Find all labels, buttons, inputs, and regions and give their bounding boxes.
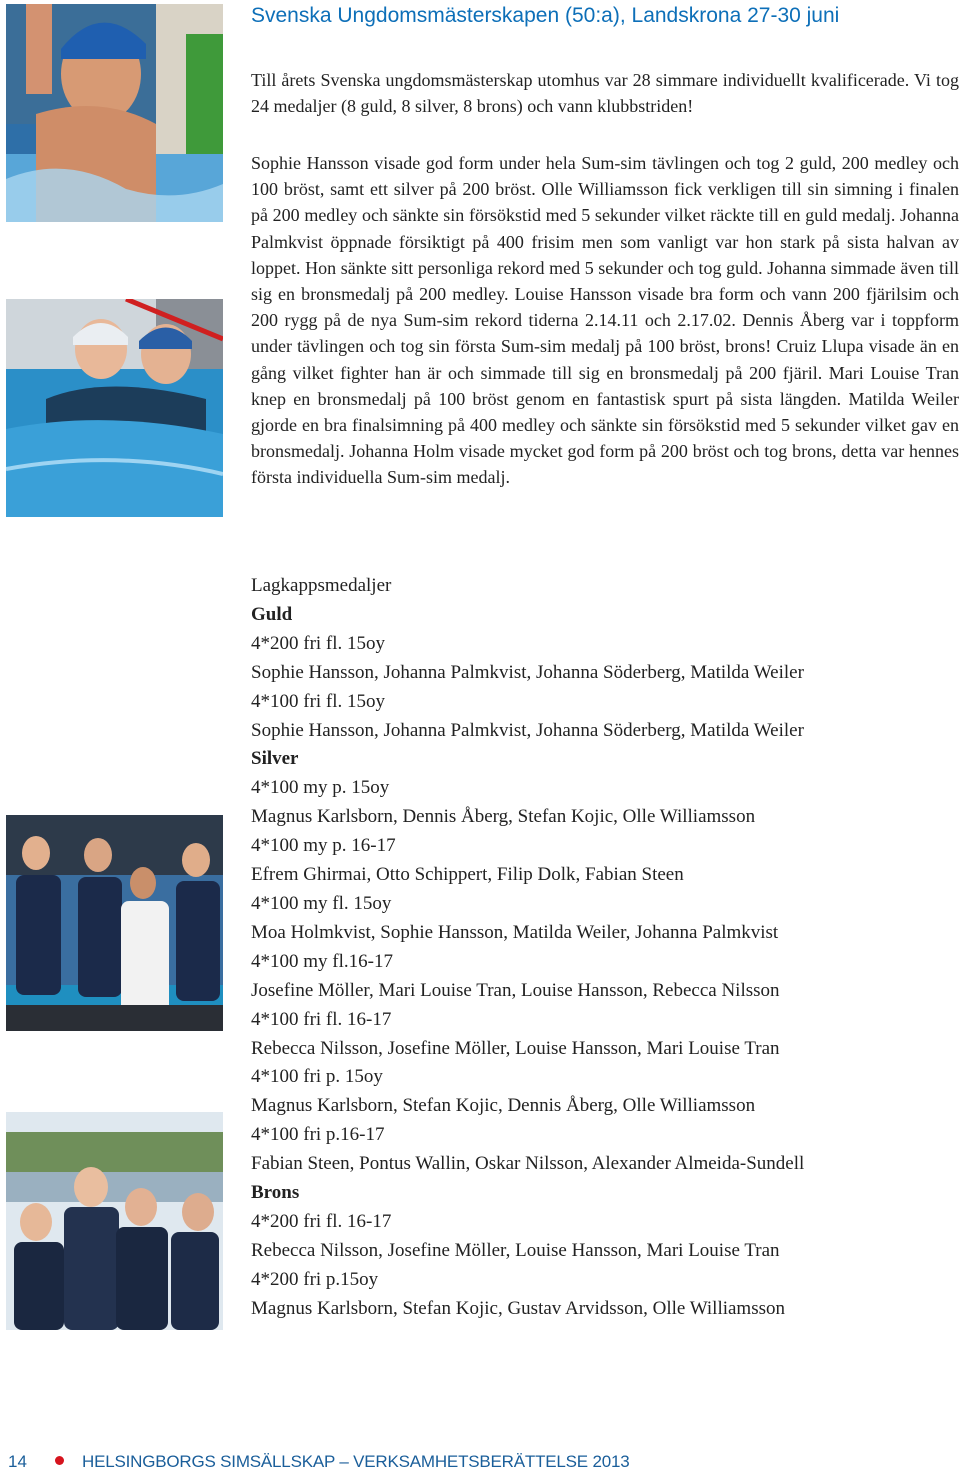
relay-line: 4*100 fri p.16-17 <box>251 1124 385 1146</box>
relay-line: 4*100 my p. 16-17 <box>251 835 396 857</box>
relay-line: Magnus Karlsborn, Stefan Kojic, Gustav Arvidsson, Olle Williamsson <box>251 1297 786 1319</box>
relay-line: 4*200 fri fl. 16-17 <box>251 1210 392 1232</box>
photo-swimmer-celebrating <box>6 4 223 222</box>
relay-line: 4*100 fri fl. 16-17 <box>251 1008 392 1030</box>
intro-paragraph <box>251 67 959 119</box>
footer-dot-icon <box>55 1456 64 1465</box>
footer-publication: HELSINGBORGS SIMSÄLLSKAP – VERKSAMHETSBERÄTTELSE 2013 <box>82 1452 630 1471</box>
photo-girls-in-pool <box>6 299 223 517</box>
relay-line: 4*100 my p. 15oy <box>251 777 390 799</box>
relay-line: 4*100 fri fl. 15oy <box>251 690 386 712</box>
relay-line: Magnus Karlsborn, Dennis Åberg, Stefan Kojic, Olle Williamsson <box>251 806 756 828</box>
relay-line: Sophie Hansson, Johanna Palmkvist, Johanna Söderberg, Matilda Weiler <box>251 719 804 741</box>
relay-line: Magnus Karlsborn, Stefan Kojic, Dennis Åberg, Olle Williamsson <box>251 1095 756 1117</box>
relay-heading: Lagkappsmedaljer <box>251 575 392 596</box>
relay-line: Rebecca Nilsson, Josefine Möller, Louise Hansson, Mari Louise Tran <box>251 1037 780 1059</box>
photo-girls-outdoor <box>6 1112 223 1330</box>
story-text: Sophie Hansson visade god form under hela Sum-sim tävlingen och tog 2 guld, 200 medley och 100 bröst, samt ett silver på 200 bröst. Olle Williamsson fick verkligen till sin simning i finalen på 200 medley och sänkte sin försökstid med 5 sekunder vilket räckte till en guld medalj. Johanna Palmkvist öppnade försiktigt på 400 frisim men som vanligt var hon stark på sista halvan av loppet. Hon sänkte sitt personliga rekord med 5 sekunder och tog guld. Johanna simmade även till sig en bronsmedalj på 200 medley. Louise Hansson visade bra form och vann 200 fjärilsim och 200 rygg på de nya Sum-sim rekord tiderna 2.14.11 och 2.17.02. Dennis Åberg var i toppform under tävlingen och tog sin första Sum-sim medalj på 100 bröst, brons! Cruiz Llupa visade än en gång vilket fighter han är och simmade till sig en bronsmedalj på 200 fjäril. Mari Louise Tran knep en bronsmedalj på 100 bröst genom en fantastisk spurt på sista längden. Matilda Weiler gjorde en bra finalsimning på 400 medley och sänkte sin försökstid med 5 sekunder vilket gav en bronsmedalj. Johanna Holm visade mycket god form på 200 bröst och tog brons, detta var hennes första individuella Sum-sim medalj. <box>251 153 959 488</box>
relay-line: 4*100 my fl. 15oy <box>251 892 392 914</box>
relay-line: Guld <box>251 603 293 625</box>
story-paragraph <box>251 150 959 491</box>
relay-line: 4*100 my fl.16-17 <box>251 950 393 972</box>
relay-line: Rebecca Nilsson, Josefine Möller, Louise Hansson, Mari Louise Tran <box>251 1239 780 1261</box>
relay-line: 4*200 fri p.15oy <box>251 1268 379 1290</box>
page-number: 14 <box>8 1452 27 1471</box>
relay-line: 4*200 fri fl. 15oy <box>251 632 386 654</box>
relay-line: 4*100 fri p. 15oy <box>251 1066 383 1088</box>
relay-line: Efrem Ghirmai, Otto Schippert, Filip Dolk, Fabian Steen <box>251 864 684 886</box>
page-title: Svenska Ungdomsmästerskapen (50:a), Landskrona 27-30 juni <box>251 4 840 27</box>
relay-line: Sophie Hansson, Johanna Palmkvist, Johanna Söderberg, Matilda Weiler <box>251 661 804 683</box>
relay-line: Josefine Möller, Mari Louise Tran, Louise Hansson, Rebecca Nilsson <box>251 979 780 1001</box>
photo-relay-boys-medals <box>6 815 223 1031</box>
relay-line: Brons <box>251 1182 300 1204</box>
relay-medals-list <box>251 572 959 1324</box>
intro-text: Till årets Svenska ungdomsmästerskap utomhus var 28 simmare individuellt kvalificerade. Vi tog 24 medaljer (8 guld, 8 silver, 8 brons) och vann klubbstriden! <box>251 70 959 117</box>
relay-line: Silver <box>251 748 299 770</box>
relay-line: Moa Holmkvist, Sophie Hansson, Matilda Weiler, Johanna Palmkvist <box>251 921 779 943</box>
relay-line: Fabian Steen, Pontus Wallin, Oskar Nilsson, Alexander Almeida-Sundell <box>251 1153 805 1175</box>
